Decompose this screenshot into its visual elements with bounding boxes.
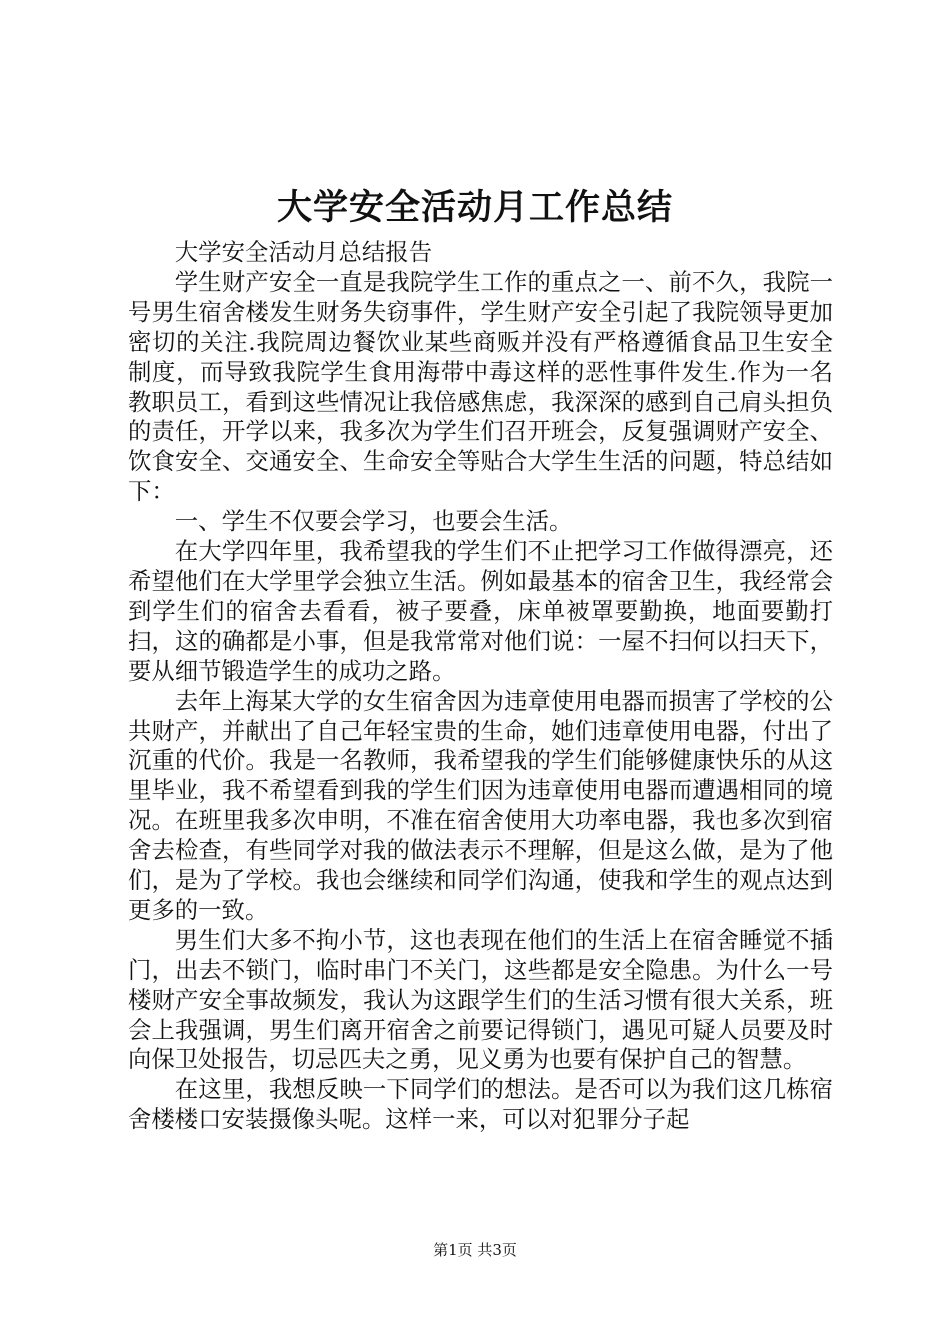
page-number-footer: 第1页 共3页 (433, 1241, 517, 1259)
section-heading: 一、学生不仅要会学习，也要会生活。 (174, 507, 573, 536)
paragraph: 在大学四年里，我希望我的学生们不止把学习工作做得漂亮，还希望他们在大学里学会独立生活。例如最基本的宿舍卫生，我经常会到学生们的宿舍去看看，被子要叠，床单被罩要勤换，地面要勤打扫，这的确都是小事，但是我常常对他们说：一屋不扫何以扫天下，要从细节锻造学生的成功之路。 (128, 537, 833, 685)
document-title: 大学安全活动月工作总结 (276, 187, 673, 228)
document-body (128, 238, 833, 1135)
paragraph: 男生们大多不拘小节，这也表现在他们的生活上在宿舍睡觉不插门，出去不锁门，临时串门不关门，这些都是安全隐患。为什么一号楼财产安全事故频发，我认为这跟学生们的生活习惯有很大关系，班会上我强调，男生们离开宿舍之前要记得锁门，遇见可疑人员要及时向保卫处报告，切忌匹夫之勇，见义勇为也要有保护自己的智慧。 (128, 925, 833, 1074)
paragraph: 学生财产安全一直是我院学生工作的重点之一、前不久，我院一号男生宿舍楼发生财务失窃事件，学生财产安全引起了我院领导更加密切的关注.我院周边餐饮业某些商贩并没有严格遵循食品卫生安全制度，而导致我院学生食用海带中毒这样的恶性事件发生.作为一名教职员工，看到这些情况让我倍感焦虑，我深深的感到自己肩头担负的责任，开学以来，我多次为学生们召开班会，反复强调财产安全、饮食安全、交通安全、生命安全等贴合大学生生活的问题，特总结如下： (128, 267, 833, 506)
paragraph: 去年上海某大学的女生宿舍因为违章使用电器而损害了学校的公共财产，并献出了自己年轻宝贵的生命，她们违章使用电器，付出了沉重的代价。我是一名教师，我希望我的学生们能够健康快乐的从这里毕业，我不希望看到我的学生们因为违章使用电器而遭遇相同的境况。在班里我多次申明，不准在宿舍使用大功率电器，我也多次到宿舍去检查，有些同学对我的做法表示不理解，但是这么做，是为了他们，是为了学校。我也会继续和同学们沟通，使我和学生的观点达到更多的一致。 (128, 686, 833, 924)
paragraph: 在这里，我想反映一下同学们的想法。是否可以为我们这几栋宿舍楼楼口安装摄像头呢。这样一来，可以对犯罪分子起 (128, 1075, 833, 1134)
paragraph-subtitle: 大学安全活动月总结报告 (174, 238, 433, 266)
